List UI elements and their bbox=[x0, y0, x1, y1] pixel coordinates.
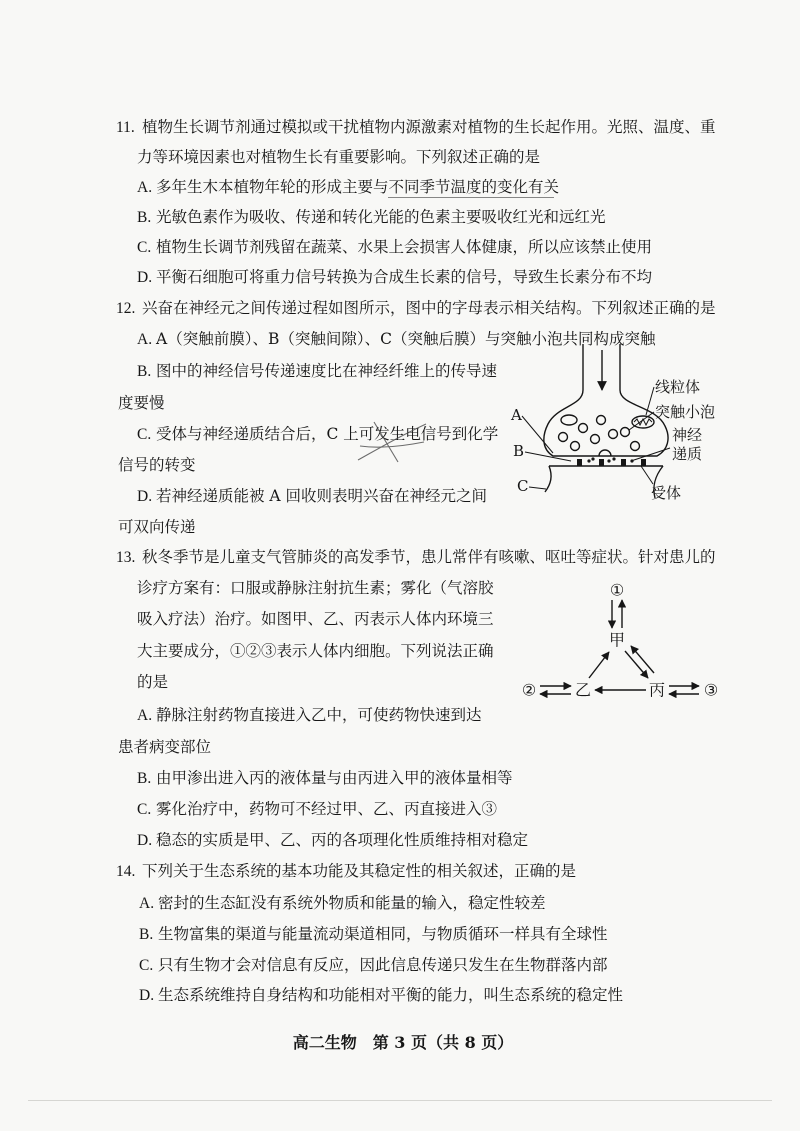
question-13-stem-line-2: 诊疗方案有：口服或静脉注射抗生素；雾化（气溶胶 bbox=[137, 579, 494, 597]
question-11-stem-line-2: 力等环境因素也对植物生长有重要影响。下列叙述正确的是 bbox=[137, 148, 541, 166]
synaptic-vesicle bbox=[597, 416, 606, 425]
scribble-stroke bbox=[374, 422, 398, 462]
label-a-leader-line bbox=[522, 416, 553, 453]
option-label: A. bbox=[137, 707, 153, 724]
receptor-label: 受体 bbox=[651, 484, 682, 502]
question-12-option-b-line-2: 度要慢 bbox=[118, 394, 165, 412]
option-text: 光敏色素作为吸收、传递和转化光能的色素主要吸收红光和远红光 bbox=[156, 208, 606, 226]
mitochondrion-leader-line bbox=[646, 387, 654, 415]
mitochondrion bbox=[632, 416, 654, 428]
fluid-bing-label: 丙 bbox=[648, 680, 666, 700]
option-text: 稳态的实质是甲、乙、丙的各项理化性质维持相对稳定 bbox=[156, 831, 529, 849]
label-b: B bbox=[513, 442, 525, 460]
mitochondrion bbox=[561, 415, 577, 425]
option-text: 受体与神经递质结合后，C 上可发生电信号到化学 bbox=[156, 425, 499, 443]
cell-3-label: ③ bbox=[703, 680, 719, 700]
synaptic-vesicle bbox=[621, 428, 630, 437]
question-11-option-d bbox=[137, 266, 652, 288]
postsynaptic-outline-left bbox=[545, 466, 551, 492]
question-11-option-c bbox=[137, 236, 652, 258]
question-14-option-b bbox=[139, 923, 608, 945]
option-label: C. bbox=[139, 957, 154, 974]
option-label: B. bbox=[137, 209, 152, 226]
question-13-option-a-line-2: 患者病变部位 bbox=[118, 738, 212, 756]
neurotransmitter-label-line-1: 神经 bbox=[672, 426, 703, 444]
question-12-option-c-line-2: 信号的转变 bbox=[118, 456, 196, 474]
label-c: C bbox=[517, 477, 529, 495]
question-13-option-b bbox=[137, 767, 513, 789]
synaptic-vesicle bbox=[591, 435, 600, 444]
question-12-option-c bbox=[137, 423, 498, 445]
receptor bbox=[621, 459, 626, 466]
question-13-stem-line-5: 的是 bbox=[137, 673, 169, 691]
receptor bbox=[599, 459, 604, 466]
option-label: D. bbox=[137, 269, 153, 286]
question-13-option-c bbox=[137, 798, 497, 820]
option-label: B. bbox=[139, 926, 154, 943]
receptors-and-transmitter bbox=[577, 457, 646, 466]
question-13-stem-line-4: 大主要成分，①②③表示人体内细胞。下列说法正确 bbox=[137, 642, 494, 660]
question-number: 11. bbox=[116, 119, 135, 136]
option-label: A. bbox=[137, 331, 153, 348]
synaptic-vesicle bbox=[571, 442, 580, 451]
stem-text: 兴奋在神经元之间传递过程如图所示，图中的字母表示相关结构。下列叙述正确的是 bbox=[142, 299, 716, 317]
neurotransmitter-dot bbox=[591, 457, 594, 460]
question-13-option-d bbox=[137, 829, 528, 851]
option-label: B. bbox=[137, 363, 152, 380]
question-12-option-d bbox=[137, 485, 487, 507]
question-14-option-c bbox=[139, 954, 608, 976]
neurotransmitter-label-line-2: 递质 bbox=[672, 445, 703, 463]
question-number: 12. bbox=[116, 300, 136, 317]
question-13-stem-line-1 bbox=[116, 546, 716, 568]
question-14-stem-line-1 bbox=[116, 860, 576, 882]
scribble-stroke bbox=[358, 424, 426, 460]
cell-1-label: ① bbox=[609, 580, 625, 600]
option-label: D. bbox=[139, 987, 155, 1004]
option-text: 若神经递质能被 A 回收则表明兴奋在神经元之间 bbox=[156, 487, 488, 505]
neurotransmitter-dot bbox=[630, 459, 633, 462]
fluid-jia-label: 甲 bbox=[608, 630, 626, 650]
option-text: 生态系统维持自身结构和功能相对平衡的能力，叫生态系统的稳定性 bbox=[158, 986, 624, 1004]
option-text: 由甲渗出进入丙的液体量与由丙进入甲的液体量相等 bbox=[156, 769, 513, 787]
vesicle-label: 突触小泡 bbox=[655, 403, 716, 421]
stem-text: 秋冬季节是儿童支气管肺炎的高发季节，患儿常伴有咳嗽、呕吐等症状。针对患儿的 bbox=[142, 548, 716, 566]
question-12-option-b bbox=[137, 360, 497, 382]
synaptic-vesicle bbox=[559, 433, 568, 442]
option-text: 生物富集的渠道与能量流动渠道相同，与物质循环一样具有全球性 bbox=[158, 925, 608, 943]
page-footer: 高二生物 第 3 页（共 8 页） bbox=[292, 1033, 514, 1052]
option-text: 植物生长调节剂残留在蔬菜、水果上会损害人体健康，所以应该禁止使用 bbox=[156, 238, 653, 256]
option-text: 雾化治疗中，药物可不经过甲、乙、丙直接进入③ bbox=[156, 800, 498, 818]
neurotransmitter-dot bbox=[612, 457, 615, 460]
receptor-leader-line bbox=[641, 466, 653, 484]
neurotransmitter-dot bbox=[587, 459, 590, 462]
option-text: 平衡石细胞可将重力信号转换为合成生长素的信号，导致生长素分布不均 bbox=[156, 268, 653, 286]
question-11-option-a bbox=[137, 176, 559, 198]
fusing-vesicle bbox=[599, 450, 611, 456]
synaptic-vesicle bbox=[609, 430, 618, 439]
scribble-stroke bbox=[360, 442, 424, 447]
option-label: A. bbox=[139, 895, 155, 912]
pencil-scribble bbox=[352, 416, 432, 468]
option-text: 图中的神经信号传递速度比在神经纤维上的传导速 bbox=[156, 362, 498, 380]
receptor bbox=[577, 459, 582, 466]
question-number: 13. bbox=[116, 549, 136, 566]
label-a: A bbox=[511, 406, 522, 424]
option-text: 静脉注射药物直接进入乙中，可使药物快速到达 bbox=[156, 706, 482, 724]
question-14-option-d bbox=[139, 984, 623, 1006]
option-label: D. bbox=[137, 488, 153, 505]
body-fluid-figure bbox=[515, 578, 730, 708]
synaptic-vesicle bbox=[631, 442, 640, 451]
synapse-drawing bbox=[522, 344, 670, 498]
arrow-yi-to-jia bbox=[589, 652, 609, 678]
question-12-option-d-line-2: 可双向传递 bbox=[118, 518, 196, 536]
option-label: B. bbox=[137, 770, 152, 787]
page-edge-line bbox=[28, 1100, 772, 1101]
pencil-underline bbox=[388, 197, 554, 198]
option-label: C. bbox=[137, 426, 152, 443]
stem-text: 植物生长调节剂通过模拟或干扰植物内源激素对植物的生长起作用。光照、温度、重 bbox=[142, 118, 716, 136]
synapse-figure bbox=[505, 340, 730, 510]
question-13-option-a bbox=[137, 704, 482, 726]
arrow-bing-to-jia bbox=[631, 646, 654, 673]
arrow-jia-to-bing bbox=[625, 651, 648, 678]
option-label: A. bbox=[137, 179, 153, 196]
question-13-stem-line-3: 吸入疗法）治疗。如图甲、乙、丙表示人体内环境三 bbox=[137, 610, 494, 628]
receptor bbox=[641, 459, 646, 466]
question-14-option-a bbox=[139, 892, 546, 914]
scribble-strokes bbox=[358, 422, 426, 462]
question-11-stem-line-1 bbox=[116, 116, 716, 138]
option-text: 多年生木本植物年轮的形成主要与不同季节温度的变化有关 bbox=[156, 178, 560, 196]
option-label: D. bbox=[137, 832, 153, 849]
mitochondrion-label: 线粒体 bbox=[655, 378, 701, 396]
option-label: C. bbox=[137, 801, 152, 818]
synaptic-vesicle bbox=[579, 424, 588, 433]
question-number: 14. bbox=[116, 863, 136, 880]
fluid-yi-label: 乙 bbox=[574, 680, 592, 700]
option-text: 只有生物才会对信息有反应，因此信息传递只发生在生物群落内部 bbox=[158, 956, 608, 974]
label-c-leader-line bbox=[529, 487, 546, 489]
cell-2-label: ② bbox=[521, 680, 537, 700]
question-11-option-b bbox=[137, 206, 606, 228]
question-12-stem-line-1 bbox=[116, 297, 716, 319]
stem-text: 下列关于生态系统的基本功能及其稳定性的相关叙述，正确的是 bbox=[142, 862, 577, 880]
neurotransmitter-dot bbox=[607, 459, 610, 462]
option-text: 密封的生态缸没有系统外物质和能量的输入，稳定性较差 bbox=[158, 894, 546, 912]
option-label: C. bbox=[137, 239, 152, 256]
option-text: A（突触前膜）、B（突触间隙）、C（突触后膜）与突触小泡共同构成突触 bbox=[156, 330, 656, 348]
